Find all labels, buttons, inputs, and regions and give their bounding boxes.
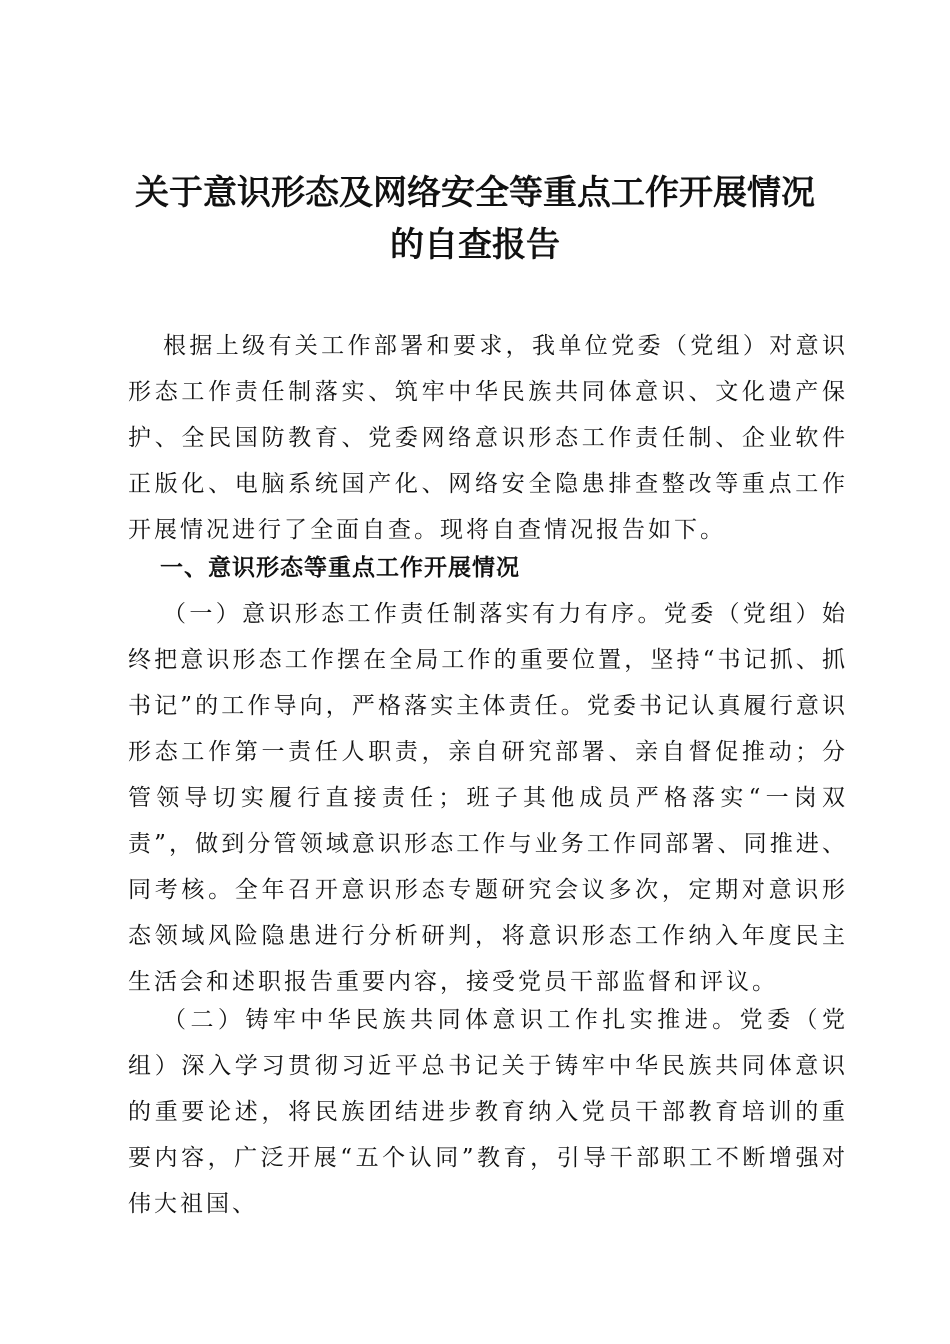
section-heading-1: 一、意识形态等重点工作开展情况 xyxy=(160,555,520,581)
paragraph-1-body: 党委（党组）始终把意识形态工作摆在全局工作的重要位置，坚持“书记抓、抓书记”的工作导向，严格落实主体责任。党委书记认真履行意识形态工作第一责任人职责，亲自研究部署、亲自督促推动；分管领导切实履行直接责任；班子其他成员严格落实“一岗双责”，做到分管领域意识形态工作与业务工作同部署、同推进、同考核。全年召开意识形态专题研究会议多次，定期对意识形态领域风险隐患进行分析研判，将意识形态工作纳入年度民主生活会和述职报告重要内容，接受党员干部监督和评议。 xyxy=(128,601,849,995)
paragraph-1-lead: （一）意识形态工作责任制落实有力有序。 xyxy=(163,601,664,627)
intro-paragraph: 根据上级有关工作部署和要求，我单位党委（党组）对意识形态工作责任制落实、筑牢中华民族共同体意识、文化遗产保护、全民国防教育、党委网络意识形态工作责任制、企业软件正版化、电脑系统国产化、网络安全隐患排查整改等重点工作开展情况进行了全面自查。现将自查情况报告如下。 xyxy=(128,333,848,543)
document-title-line-2: 的自查报告 xyxy=(390,225,560,265)
paragraph-2 xyxy=(128,997,848,1227)
paragraph-2-body: 党委（党组）深入学习贯彻习近平总书记关于铸牢中华民族共同体意识的重要论述，将民族团结进步教育纳入党员干部教育培训的重要内容，广泛开展“五个认同”教育，引导干部职工不断增强对伟大祖国、 xyxy=(128,1007,849,1217)
document-title-line-1: 关于意识形态及网络安全等重点工作开展情况 xyxy=(135,173,815,213)
paragraph-2-lead: （二）铸牢中华民族共同体意识工作扎实推进。 xyxy=(163,1007,740,1033)
paragraph-1 xyxy=(128,591,848,1005)
